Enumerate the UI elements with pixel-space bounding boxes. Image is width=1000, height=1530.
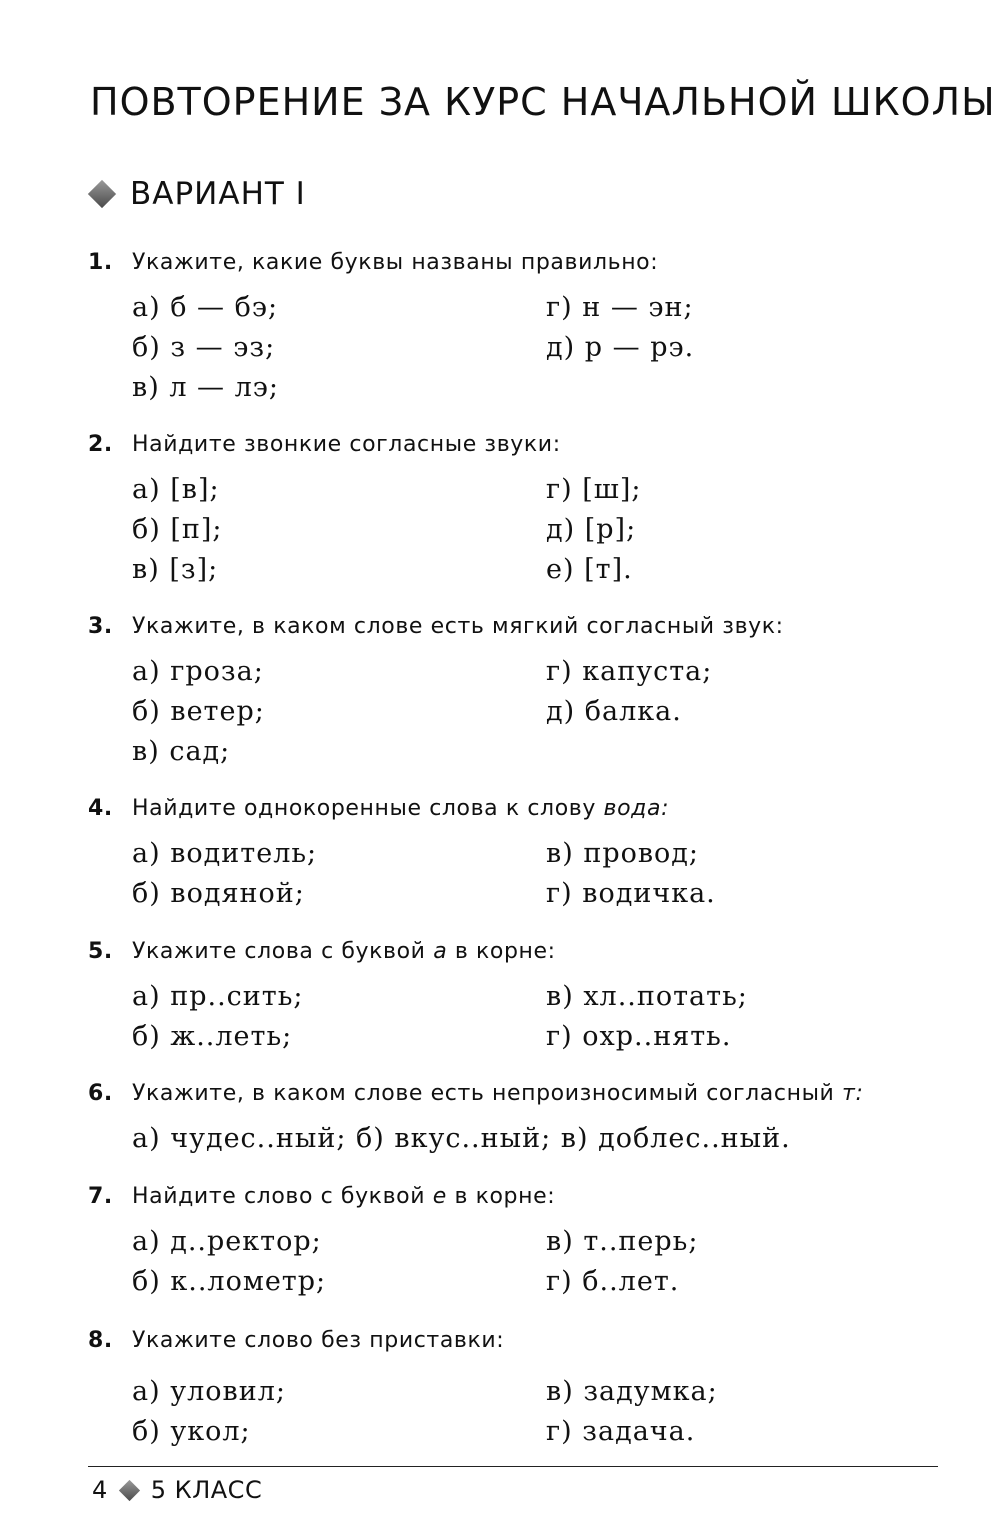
question-text: [88, 428, 948, 462]
question-prompt: Укажите, в каком слове есть непроизносимый согласный: [132, 1081, 835, 1106]
option[interactable]: г) б..лет.: [546, 1266, 680, 1297]
options: [88, 834, 948, 914]
diamond-separator-icon: [119, 1479, 140, 1500]
option[interactable]: б) [п];: [132, 514, 223, 545]
option[interactable]: в) т..перь;: [546, 1226, 699, 1257]
question-number: 4.: [88, 796, 113, 821]
option[interactable]: а) б — бэ;: [132, 292, 279, 323]
page-number: 4: [92, 1476, 108, 1504]
question-prompt: Укажите слова с буквой: [132, 939, 426, 964]
question-prompt: Найдите звонкие согласные звуки:: [132, 432, 561, 457]
option[interactable]: д) балка.: [546, 696, 682, 727]
option[interactable]: г) охр..нять.: [546, 1021, 732, 1052]
question-number: 3.: [88, 614, 113, 639]
footer-divider: [88, 1466, 938, 1467]
question-1: [88, 246, 948, 408]
question-keyword: т:: [842, 1081, 864, 1106]
option[interactable]: д) р — рэ.: [546, 332, 695, 363]
question-keyword: вода:: [603, 796, 670, 821]
question-number: 8.: [88, 1328, 113, 1353]
variant-label: ВАРИАНТ I: [130, 176, 306, 212]
option[interactable]: б) водяной;: [132, 878, 305, 909]
options: [88, 1222, 948, 1302]
option[interactable]: б) ветер;: [132, 696, 265, 727]
question-text: [88, 1324, 948, 1358]
option[interactable]: а) пр..сить;: [132, 981, 304, 1012]
options: [88, 1372, 948, 1452]
option[interactable]: а) чудес..ный; б) вкус..ный; в) доблес..ный.: [132, 1123, 791, 1154]
option[interactable]: г) [ш];: [546, 474, 642, 505]
question-keyword: а: [433, 939, 448, 964]
question-keyword: е: [432, 1184, 447, 1209]
option[interactable]: д) [р];: [546, 514, 637, 545]
option[interactable]: г) задача.: [546, 1416, 696, 1447]
options: [88, 977, 948, 1057]
variant-heading: [88, 176, 306, 212]
question-prompt: Найдите однокоренные слова к слову: [132, 796, 596, 821]
question-text: [88, 1180, 948, 1214]
question-prompt: Найдите слово с буквой: [132, 1184, 426, 1209]
option[interactable]: в) провод;: [546, 838, 700, 869]
option[interactable]: а) [в];: [132, 474, 220, 505]
option[interactable]: а) д..ректор;: [132, 1226, 322, 1257]
option[interactable]: г) н — эн;: [546, 292, 694, 323]
question-text: [88, 935, 948, 969]
question-8: [88, 1324, 948, 1452]
question-text: [88, 1077, 948, 1111]
question-number: 2.: [88, 432, 113, 457]
question-2: [88, 428, 948, 590]
option[interactable]: а) водитель;: [132, 838, 318, 869]
question-prompt-end: в корне:: [454, 1184, 556, 1209]
option[interactable]: б) з — эз;: [132, 332, 276, 363]
diamond-bullet-icon: [88, 180, 116, 208]
option[interactable]: а) уловил;: [132, 1376, 286, 1407]
option[interactable]: б) к..лометр;: [132, 1266, 327, 1297]
question-7: [88, 1180, 948, 1302]
option[interactable]: б) укол;: [132, 1416, 251, 1447]
question-6: [88, 1077, 948, 1159]
options: [88, 288, 948, 408]
grade-label: 5 КЛАСС: [150, 1476, 263, 1504]
question-text: [88, 246, 948, 280]
option[interactable]: а) гроза;: [132, 656, 264, 687]
options: [88, 1119, 948, 1159]
option[interactable]: в) [з];: [132, 554, 219, 585]
question-prompt: Укажите, какие буквы названы правильно:: [132, 250, 659, 275]
option[interactable]: г) водичка.: [546, 878, 716, 909]
option[interactable]: б) ж..леть;: [132, 1021, 293, 1052]
question-prompt: Укажите, в каком слове есть мягкий согласный звук:: [132, 614, 784, 639]
page-title: ПОВТОРЕНИЕ ЗА КУРС НАЧАЛЬНОЙ ШКОЛЫ: [90, 80, 996, 124]
option[interactable]: г) капуста;: [546, 656, 713, 687]
option[interactable]: в) сад;: [132, 736, 231, 767]
question-number: 6.: [88, 1081, 113, 1106]
question-3: [88, 610, 948, 772]
question-4: [88, 792, 948, 914]
options: [88, 470, 948, 590]
question-text: [88, 792, 948, 826]
question-prompt-end: в корне:: [454, 939, 556, 964]
option[interactable]: е) [т].: [546, 554, 633, 585]
page-footer: [92, 1476, 262, 1504]
option[interactable]: в) задумка;: [546, 1376, 718, 1407]
option[interactable]: в) л — лэ;: [132, 372, 280, 403]
options: [88, 652, 948, 772]
option[interactable]: в) хл..потать;: [546, 981, 748, 1012]
question-number: 1.: [88, 250, 113, 275]
question-prompt: Укажите слово без приставки:: [132, 1328, 505, 1353]
question-5: [88, 935, 948, 1057]
question-number: 5.: [88, 939, 113, 964]
question-text: [88, 610, 948, 644]
question-number: 7.: [88, 1184, 113, 1209]
